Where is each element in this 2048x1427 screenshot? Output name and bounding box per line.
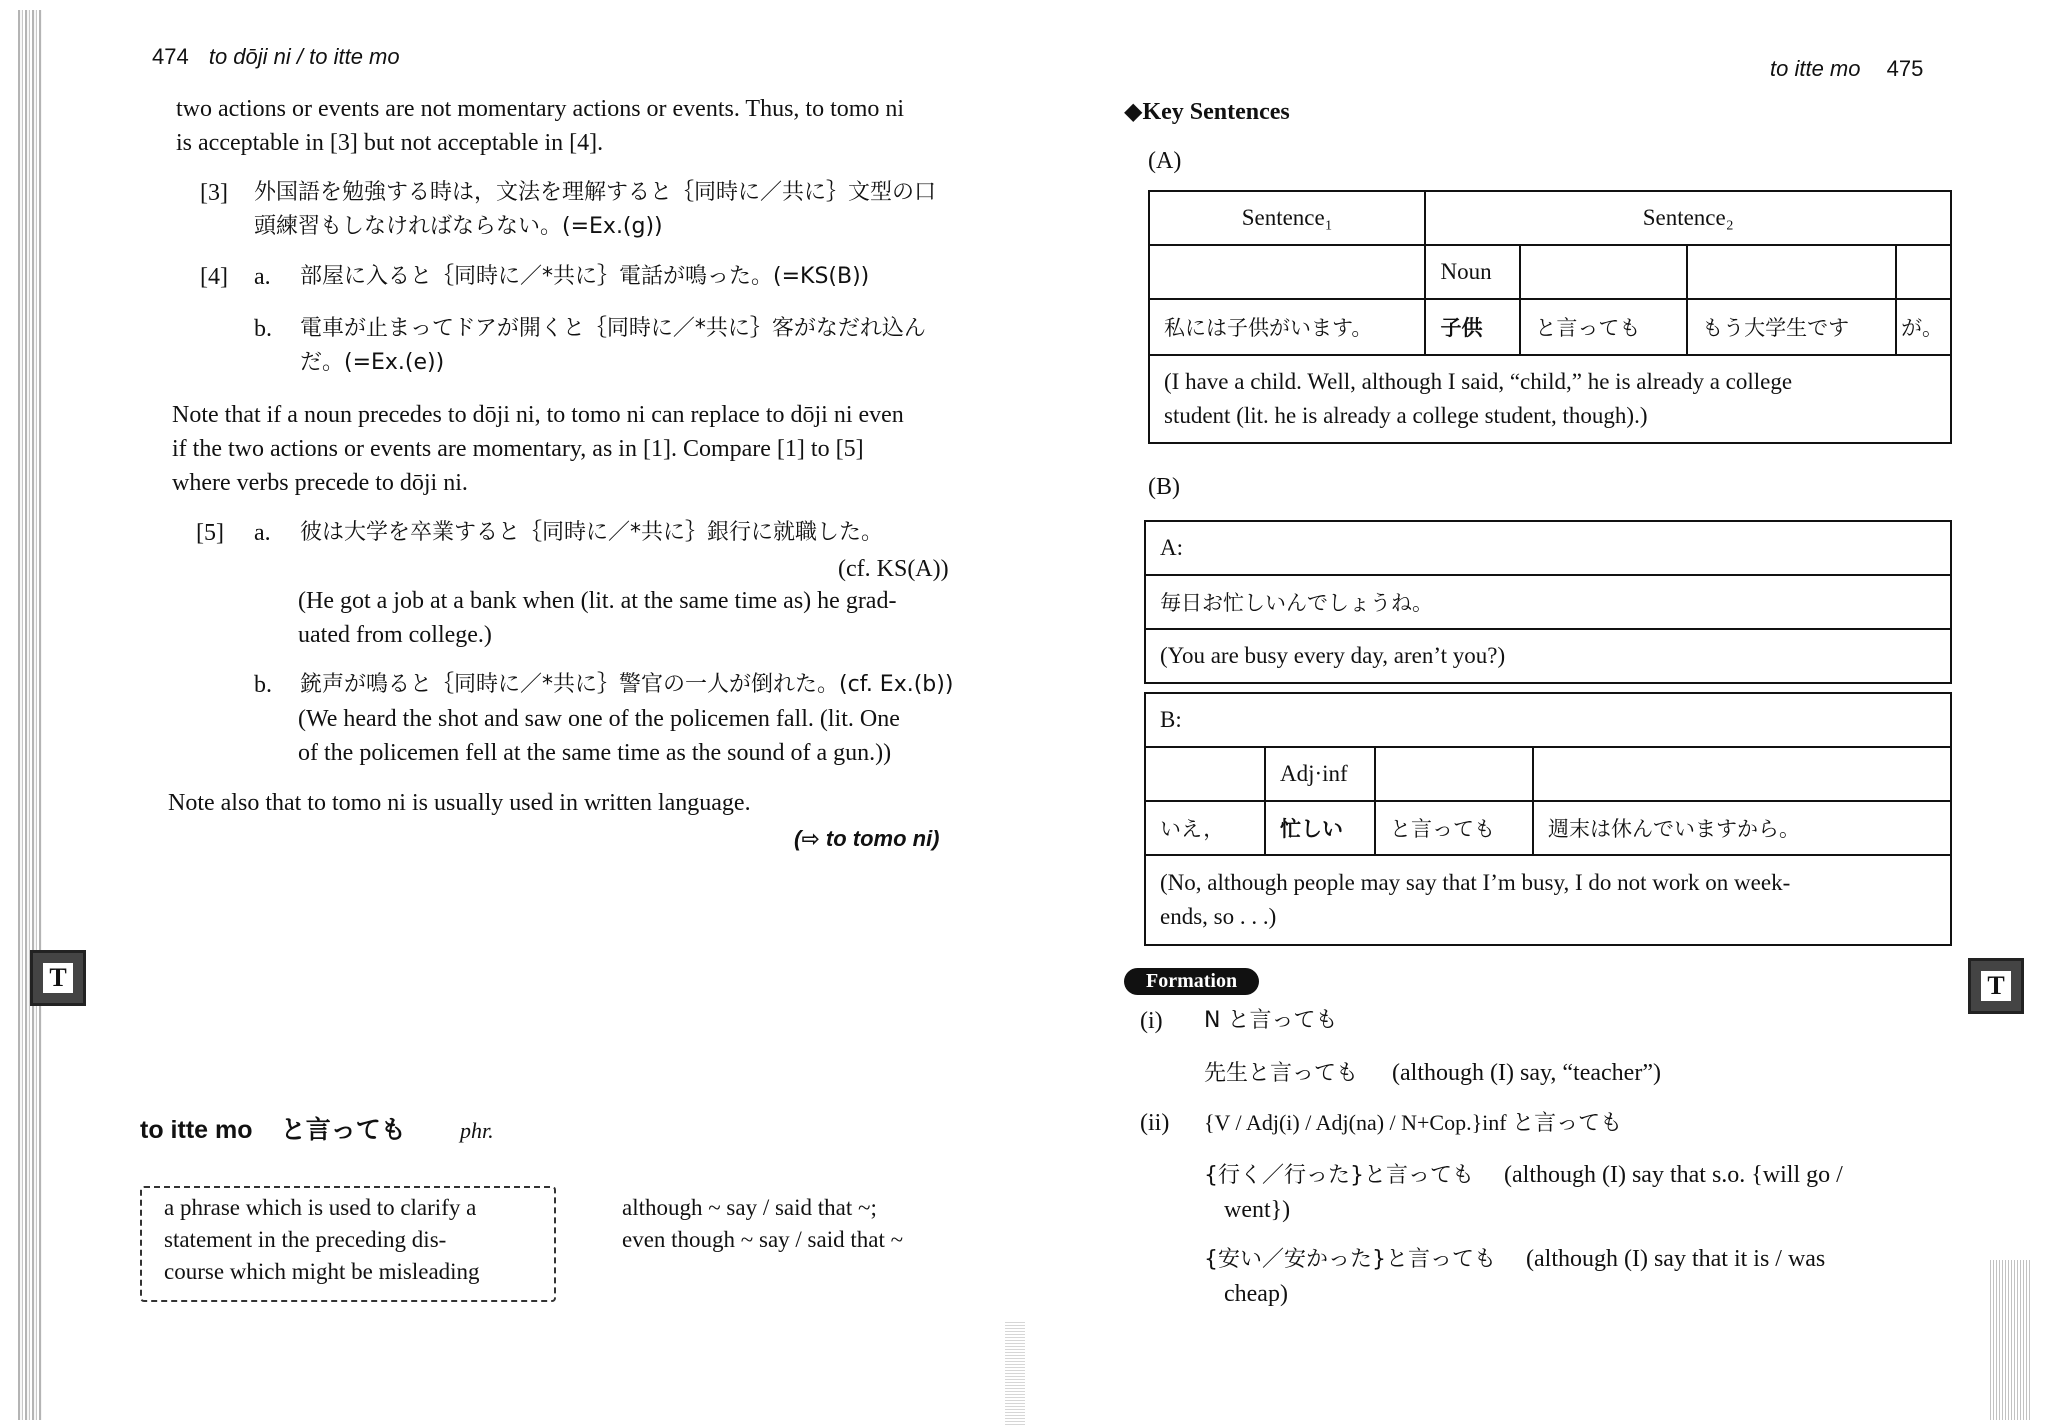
table-cell: 忙しい (1265, 801, 1375, 855)
jp-line: だ。(=Ex.(e)) (300, 350, 445, 375)
page-number: 474 (152, 44, 189, 69)
table-cell: が。 (1896, 299, 1951, 355)
text-line: course which might be misleading (164, 1259, 480, 1284)
running-head: to itte mo (1770, 56, 1861, 81)
entry-japanese: と言っても (280, 1115, 406, 1144)
jp-example: {安い／安かった}と言っても (1204, 1247, 1496, 1272)
right-page (1024, 0, 2048, 1427)
sub-label: (A) (1148, 148, 1182, 174)
en-gloss: cheap) (1224, 1281, 1288, 1307)
table-cell (1149, 245, 1425, 299)
gutter-shading (1005, 1320, 1025, 1425)
formation-example (1204, 1158, 1984, 1227)
text-line: is acceptable in [3] but not acceptable in [4]. (176, 130, 604, 156)
thumb-index-tab (1968, 958, 2024, 1014)
sub-label: b. (254, 672, 272, 698)
table-translation: (You are busy every day, aren’t you?) (1145, 629, 1951, 683)
text-line: ends, so . . .) (1160, 904, 1277, 929)
text-line: of the policemen fell at the same time as the sound of a gun.)) (298, 740, 892, 766)
formation-rule: N と言っても (1204, 1008, 1338, 1033)
jp-line: 頭練習もしなければならない。(=Ex.(g)) (254, 214, 663, 239)
table-cell: 子供 (1425, 299, 1520, 355)
en-gloss: (although (I) say, “teacher”) (1392, 1060, 1661, 1086)
table-cell (1687, 245, 1896, 299)
table-cell: と言っても (1375, 801, 1533, 855)
page-edge-shading (18, 10, 42, 1420)
page-number: 475 (1886, 56, 1924, 81)
table-cell: いえ， (1145, 801, 1265, 855)
text-line: uated from college.) (298, 622, 492, 648)
table-header: Sentence₂ (1425, 191, 1951, 245)
example-number: [5] (196, 520, 224, 546)
jp-line: 外国語を勉強する時は，文法を理解すると｛同時に／共に｝文型の口 (254, 180, 937, 205)
en-gloss: (although (I) say that it is / was (1526, 1246, 1826, 1272)
jp-line: 電車が止まってドアが開くと｛同時に／*共に｝客がなだれ込ん (300, 316, 926, 341)
table-cell (1375, 747, 1533, 801)
cross-ref: (⇨ to tomo ni) (794, 826, 940, 851)
entry-header (140, 1110, 494, 1146)
page-header-left (152, 44, 400, 70)
table-cell: Noun (1425, 245, 1520, 299)
entry-headword: to itte mo (140, 1116, 253, 1144)
table-cell: もう大学生です (1687, 299, 1896, 355)
page-edge-shading (1990, 1260, 2030, 1420)
key-sentence-table-a (1148, 190, 1952, 444)
en-gloss: went}) (1224, 1197, 1291, 1223)
intro-paragraph (176, 92, 976, 160)
text-line: (I have a child. Well, although I said, “child,” he is already a college (1164, 369, 1793, 394)
table-cell (1520, 245, 1687, 299)
table-cell: と言っても (1520, 299, 1687, 355)
formation-badge: Formation (1124, 968, 1259, 995)
table-spacer (1145, 683, 1951, 693)
thumb-index-tab (30, 950, 86, 1006)
example-5b: 銃声が鳴ると｛同時に／*共に｝警官の一人が倒れた。(cf. Ex.(b)) (300, 672, 954, 697)
sub-label: (B) (1148, 474, 1180, 500)
sub-label: a. (254, 264, 271, 290)
table-header: Sentence₁ (1149, 191, 1425, 245)
sub-label: a. (254, 520, 271, 546)
example-5a: 彼は大学を卒業すると｛同時に／*共に｝銀行に就職した。 (300, 520, 884, 545)
note-paragraph: Note also that to tomo ni is usually used in written language. (168, 790, 751, 816)
sub-label: (i) (1140, 1008, 1163, 1034)
text-line: Note that if a noun precedes to dōji ni, to tomo ni can replace to dōji ni even (172, 402, 904, 428)
formation-example (1204, 1242, 2004, 1311)
text-line: statement in the preceding dis- (164, 1227, 447, 1252)
table-cell: Adj·inf (1265, 747, 1375, 801)
speaker-label: A: (1145, 521, 1951, 575)
text-line: (We heard the shot and saw one of the policemen fall. (lit. One (298, 706, 900, 732)
running-head: to dōji ni / to itte mo (208, 44, 400, 69)
example-number: [4] (200, 264, 228, 290)
definition-text (164, 1192, 544, 1288)
tab-letter: T (43, 963, 73, 993)
english-gloss (622, 1192, 962, 1256)
speaker-label: B: (1145, 693, 1951, 747)
table-cell: 週末は休んでいますから。 (1533, 801, 1951, 855)
text-line: although ~ say / said that ~; (622, 1195, 877, 1220)
table-cell (1896, 245, 1951, 299)
formation-rule: {V / Adj(i) / Adj(na) / N+Cop.}inf と言っても (1204, 1110, 1623, 1135)
example-number: [3] (200, 180, 228, 206)
table-cell (1145, 747, 1265, 801)
table-translation (1145, 855, 1951, 945)
translation (298, 702, 988, 770)
cross-ref: (cf. KS(A)) (838, 556, 949, 582)
key-sentence-table-b (1144, 520, 1952, 946)
page-header-right (1770, 56, 1923, 82)
text-line: (He got a job at a bank when (lit. at the same time as) he grad- (298, 588, 897, 614)
jp-example: {行く／行った}と言っても (1204, 1163, 1474, 1188)
table-cell: 私には子供がいます。 (1149, 299, 1425, 355)
en-gloss: (although (I) say that s.o. {will go / (1504, 1162, 1843, 1188)
example-4b (300, 312, 980, 380)
example-3 (254, 176, 974, 244)
text-line: student (lit. he is already a college student, though).) (1164, 403, 1648, 428)
jp-example: 先生と言っても (1204, 1061, 1359, 1086)
text-line: even though ~ say / said that ~ (622, 1227, 904, 1252)
section-heading: ◆Key Sentences (1124, 99, 1290, 125)
table-translation (1149, 355, 1951, 443)
formation-example (1204, 1056, 1661, 1091)
text-line: a phrase which is used to clarify a (164, 1195, 477, 1220)
text-line: if the two actions or events are momentary, as in [1]. Compare [1] to [5] (172, 436, 864, 462)
text-line: (No, although people may say that I’m busy, I do not work on week- (1160, 870, 1791, 895)
text-line: where verbs precede to dōji ni. (172, 470, 468, 496)
text-line: two actions or events are not momentary actions or events. Thus, to tomo ni (176, 96, 905, 122)
sub-label: b. (254, 316, 272, 342)
table-cell: 毎日お忙しいんでしょうね。 (1145, 575, 1951, 629)
translation (298, 584, 978, 652)
table-cell (1533, 747, 1951, 801)
example-4a: 部屋に入ると｛同時に／*共に｝電話が鳴った。(=KS(B)) (300, 264, 870, 289)
tab-letter: T (1981, 971, 2011, 1001)
note-paragraph (172, 398, 982, 500)
sub-label: (ii) (1140, 1110, 1170, 1136)
part-of-speech: phr. (460, 1118, 494, 1143)
